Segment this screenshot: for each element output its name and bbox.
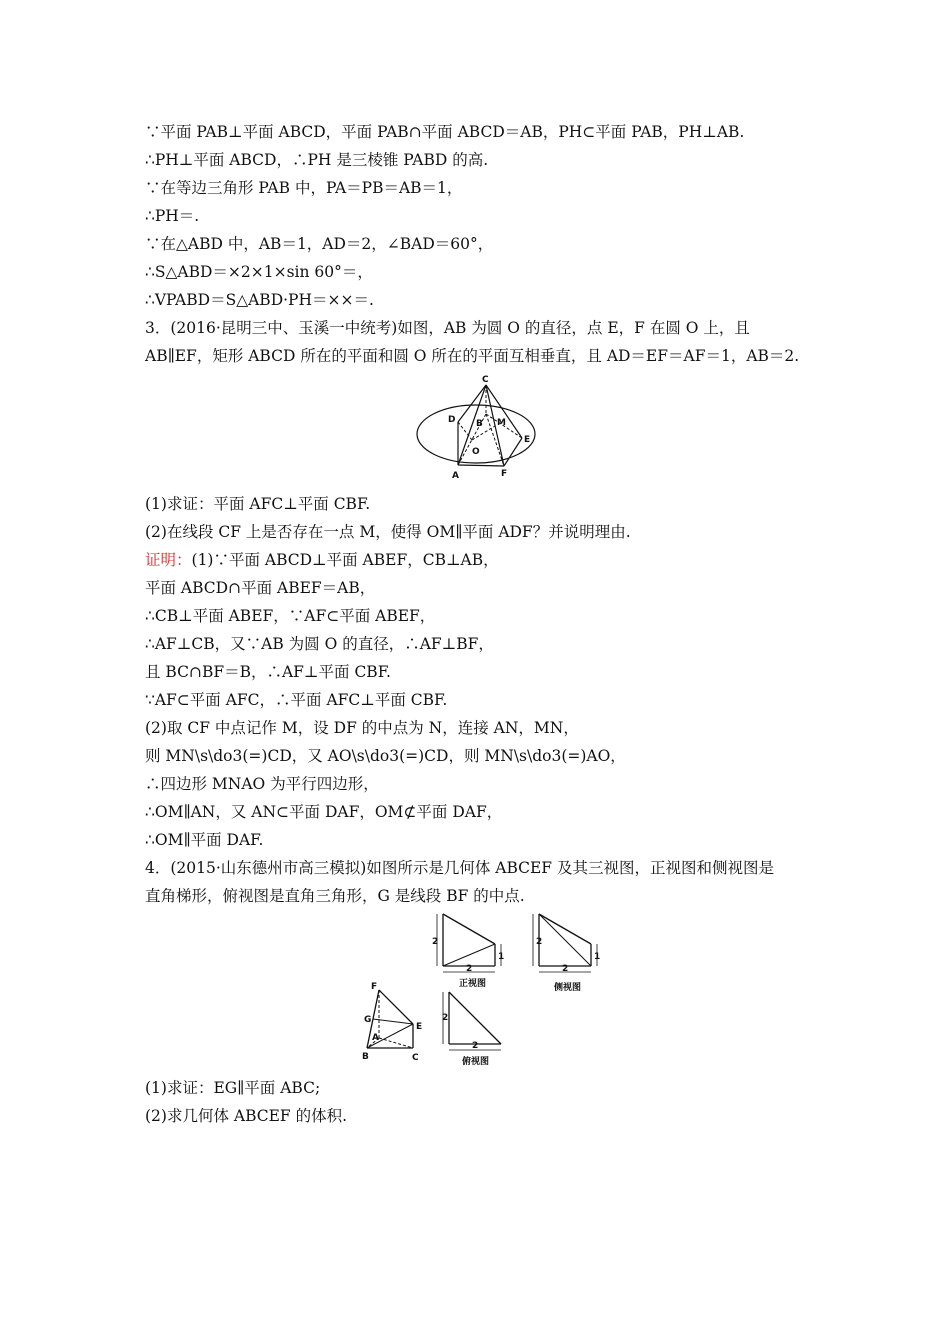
problem-4-statement-cont: 直角梯形，俯视图是直角三角形，G 是线段 BF 的中点. [145,887,525,905]
problem-3-part-1: (1)求证：平面 AFC⊥平面 CBF. [145,495,371,513]
side-height-label: 2 [536,937,543,947]
text-line: ∴四边形 MNAO 为平行四边形， [145,775,379,793]
front-right-label: 1 [498,952,505,962]
text-line: ∴CB⊥平面 ABEF，∵AF⊂平面 ABEF， [145,607,436,625]
text-line: ∵在△ABD 中，AB＝1，AD＝2，∠BAD＝60°， [145,235,494,253]
label-E: E [524,435,531,445]
text-line: ∴VPABD＝S△ABD·PH＝××＝. [145,291,374,309]
text-line: ∴AF⊥CB，又∵AB 为圆 O 的直径，∴AF⊥BF， [145,635,494,653]
top-view [442,992,501,1067]
problem-3-statement: 3．(2016·昆明三中、玉溪一中统考)如图，AB 为圆 O 的直径，点 E，F 在圆 O 上，且 [145,319,750,337]
text-line: ∴S△ABD＝×2×1×sin 60°＝， [145,263,373,281]
proof-label: 证明： [145,551,192,569]
text-line: 则 MN\s\do3(=)CD，又 AO\s\do3(=)CD，则 MN\s\do3(=)AO， [145,747,626,765]
label-F: F [501,469,508,479]
solid-label-F: F [371,982,378,992]
text-line: 且 BC∩BF＝B，∴AF⊥平面 CBF. [145,663,391,681]
label-D: D [448,415,456,425]
problem-4-part-2: (2)求几何体 ABCEF 的体积. [145,1107,348,1125]
front-view-caption: 正视图 [459,979,487,989]
text-line: ∵平面 PAB⊥平面 ABCD，平面 PAB∩平面 ABCD＝AB，PH⊂平面 PAB，PH⊥AB. [145,123,745,141]
text-line: 平面 ABCD∩平面 ABEF＝AB， [145,579,376,597]
solid-label-B: B [362,1052,369,1062]
top-view-caption: 俯视图 [462,1057,490,1067]
label-M: M [497,418,506,428]
side-width-label: 2 [562,964,569,974]
text-line: ∵在等边三角形 PAB 中，PA＝PB＝AB＝1， [145,179,463,197]
front-view [432,914,504,989]
text-line: ∴OM∥AN，又 AN⊂平面 DAF，OM⊄平面 DAF， [145,803,503,821]
solid-label-G: G [364,1015,372,1025]
side-view-caption: 侧视图 [554,983,582,993]
text-line: ∴PH＝. [145,207,200,225]
top-width-label: 2 [472,1041,479,1051]
label-B: B [476,419,483,429]
solid-ABCEF [362,982,422,1063]
problem-4-statement: 4．(2015·山东德州市高三模拟)如图所示是几何体 ABCEF 及其三视图，正视图和侧视图是 [145,859,774,877]
label-O: O [472,447,480,457]
front-width-label: 2 [466,964,473,974]
figure-solid-three-views [355,908,615,1072]
problem-4-part-1: (1)求证：EG∥平面 ABC; [145,1079,321,1097]
text-line: (2)取 CF 中点记作 M，设 DF 的中点为 N，连接 AN，MN， [145,719,579,737]
side-right-label: 1 [594,952,601,962]
solid-label-A: A [372,1033,379,1043]
problem-3-statement-cont: AB∥EF，矩形 ABCD 所在的平面和圆 O 所在的平面互相垂直，且 AD＝EF＝AF＝1，AB＝2. [145,347,800,365]
label-A: A [452,471,459,481]
proof-line [145,550,825,570]
top-height-label: 2 [442,1013,449,1023]
front-height-label: 2 [432,937,439,947]
proof-text: (1)∵平面 ABCD⊥平面 ABEF，CB⊥AB， [191,551,499,569]
text-line: ∴OM∥平面 DAF. [145,831,264,849]
label-C: C [482,375,489,385]
solid-label-E: E [416,1022,423,1032]
solid-label-C: C [412,1053,419,1063]
text-line: ∵AF⊂平面 AFC，∴平面 AFC⊥平面 CBF. [145,691,448,709]
text-line: ∴PH⊥平面 ABCD，∴PH 是三棱锥 PABD 的高. [145,151,489,169]
problem-3-part-2: (2)在线段 CF 上是否存在一点 M，使得 OM∥平面 ADF？并说明理由. [145,523,631,541]
figure-circle-rectangle [410,372,550,484]
side-view [533,914,600,993]
